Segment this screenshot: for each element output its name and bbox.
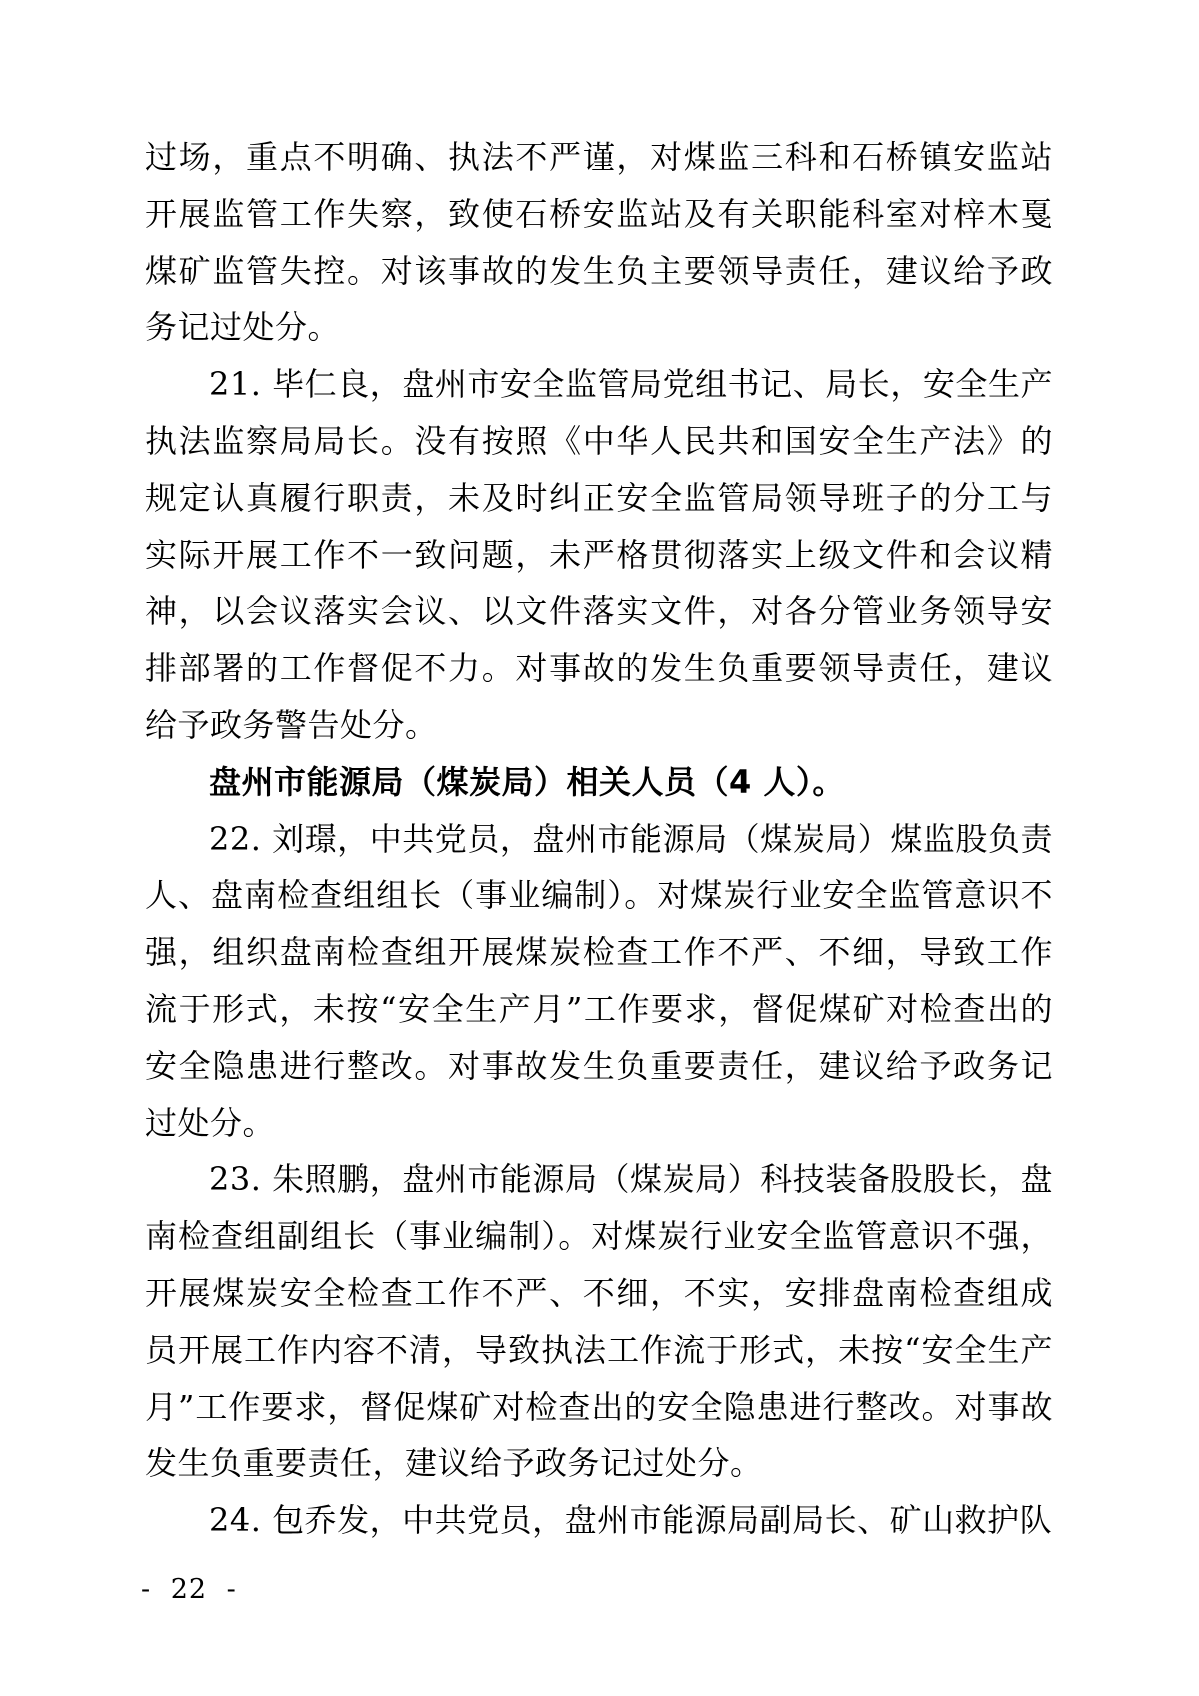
paragraph-item-24: 24. 包乔发，中共党员，盘州市能源局副局长、矿山救护队 — [209, 1501, 1053, 1540]
document-body — [145, 129, 1053, 1549]
section-heading-energy-bureau: 盘州市能源局（煤炭局）相关人员（4 人）。 — [209, 762, 845, 801]
page-number: - 22 - — [141, 1574, 237, 1605]
paragraph-item-23: 23. 朱照鹏，盘州市能源局（煤炭局）科技装备股股长，盘南检查组副组长（事业编制）。对煤炭行业安全监管意识不强，开展煤炭安全检查工作不严、不细，不实，安排盘南检查组成员开展工作内容不清，导致执法工作流于形式，未按“安全生产月”工作要求，督促煤矿对检查出的安全隐患进行整改。对事故发生负重要责任，建议给予政务记过处分。 — [145, 1160, 1053, 1483]
paragraph-item-21: 21. 毕仁良，盘州市安全监管局党组书记、局长，安全生产执法监察局局长。没有按照《中华人民共和国安全生产法》的规定认真履行职责，未及时纠正安全监管局领导班子的分工与实际开展工作不一致问题，未严格贯彻落实上级文件和会议精神，以会议落实会议、以文件落实文件，对各分管业务领导安排部署的工作督促不力。对事故的发生负重要领导责任，建议给予政务警告处分。 — [145, 365, 1053, 744]
paragraph-continuation: 过场，重点不明确、执法不严谨，对煤监三科和石桥镇安监站开展监管工作失察，致使石桥安监站及有关职能科室对梓木戛煤矿监管失控。对该事故的发生负主要领导责任，建议给予政务记过处分。 — [145, 138, 1053, 347]
paragraph-item-22: 22. 刘璟，中共党员，盘州市能源局（煤炭局）煤监股负责人、盘南检查组组长（事业编制）。对煤炭行业安全监管意识不强，组织盘南检查组开展煤炭检查工作不严、不细，导致工作流于形式，未按“安全生产月”工作要求，督促煤矿对检查出的安全隐患进行整改。对事故发生负重要责任，建议给予政务记过处分。 — [145, 819, 1053, 1142]
